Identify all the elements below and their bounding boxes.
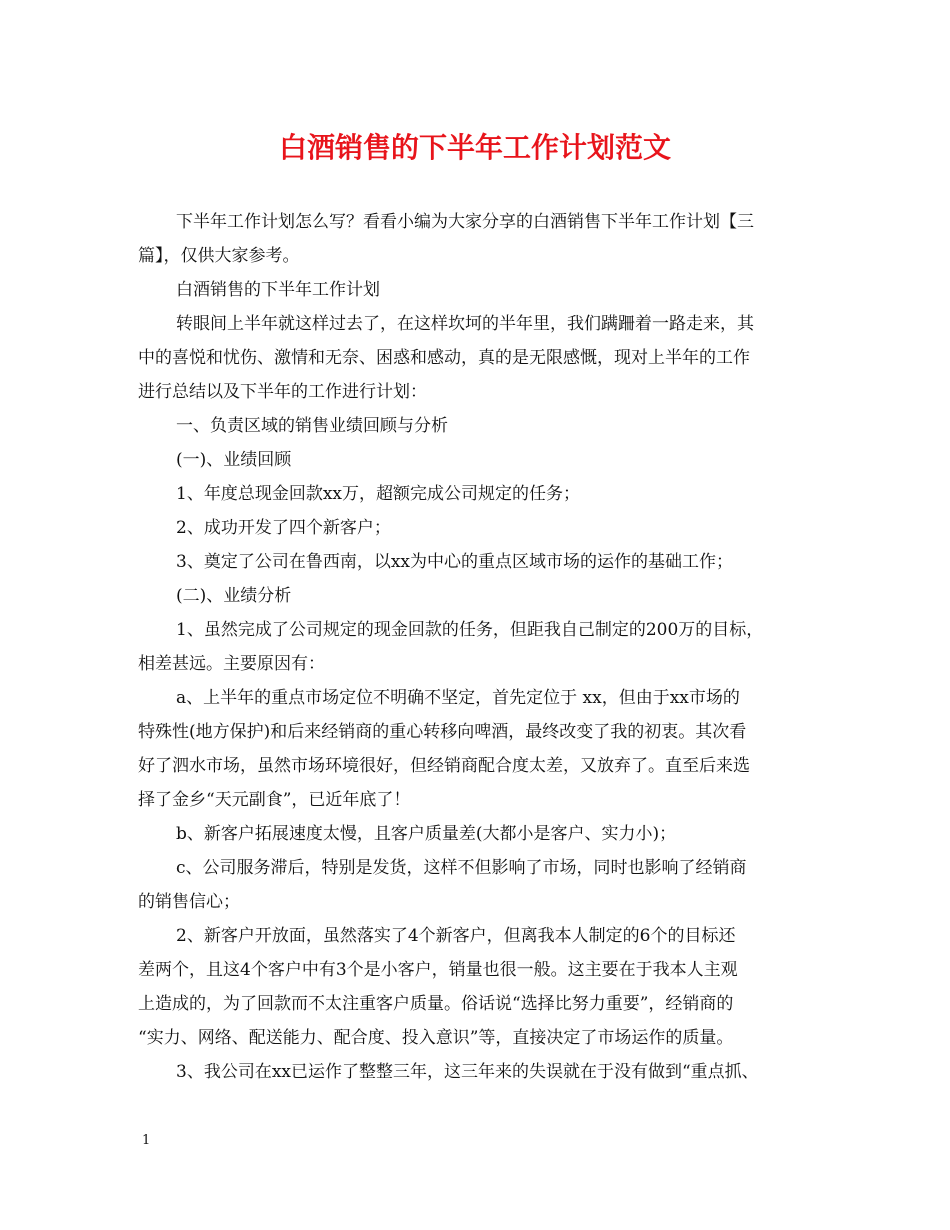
paragraph-line: 2、成功开发了四个新客户； xyxy=(176,518,391,538)
paragraph-line: 1、年度总现金回款xx万，超额完成公司规定的任务； xyxy=(176,484,580,504)
paragraph-line: (一)、业绩回顾 xyxy=(176,450,292,470)
paragraph-line: 3、我公司在xx已运作了整整三年，这三年来的失误就在于没有做到“重点抓、 xyxy=(176,1062,759,1082)
document-body xyxy=(138,205,813,1089)
paragraph-line: (二)、业绩分析 xyxy=(176,586,292,606)
paragraph-line: 差两个，且这4个客户中有3个是小客户，销量也很一般。这主要在于我本人主观 xyxy=(138,960,738,980)
paragraph-line: 特殊性(地方保护)和后来经销商的重心转移向啤酒，最终改变了我的初衷。其次看 xyxy=(138,722,747,742)
paragraph-line: “实力、网络、配送能力、配合度、投入意识”等，直接决定了市场运作的质量。 xyxy=(138,1028,734,1048)
paragraph-line: 上造成的，为了回款而不太注重客户质量。俗话说“选择比努力重要”，经销商的 xyxy=(138,994,734,1014)
paragraph-line: b、新客户拓展速度太慢，且客户质量差(大都小是客户、实力小)； xyxy=(176,824,677,844)
paragraph-line: 好了泗水市场，虽然市场环境很好，但经销商配合度太差，又放弃了。直至后来选 xyxy=(138,756,750,776)
paragraph-line: 相差甚远。主要原因有： xyxy=(138,654,325,674)
paragraph-line: 一、负责区域的销售业绩回顾与分析 xyxy=(176,416,448,436)
paragraph-line: 1、虽然完成了公司规定的现金回款的任务，但距我自己制定的200万的目标， xyxy=(176,620,764,640)
paragraph-line: 的销售信心； xyxy=(138,892,240,912)
paragraph-line: 篇】，仅供大家参考。 xyxy=(138,246,300,266)
paragraph-line: 白酒销售的下半年工作计划 xyxy=(176,280,380,300)
paragraph-line: 3、奠定了公司在鲁西南，以xx为中心的重点区域市场的运作的基础工作； xyxy=(176,552,733,572)
paragraph-line: 2、新客户开放面，虽然落实了4个新客户，但离我本人制定的6个的目标还 xyxy=(176,926,736,946)
page-number: 1 xyxy=(142,1133,151,1148)
document-title: 白酒销售的下半年工作计划范文 xyxy=(278,131,671,164)
paragraph-line: 转眼间上半年就这样过去了，在这样坎坷的半年里，我们蹒跚着一路走来，其 xyxy=(176,314,754,334)
paragraph-line: 下半年工作计划怎么写？看看小编为大家分享的白酒销售下半年工作计划【三 xyxy=(176,212,754,232)
paragraph-line: c、公司服务滞后，特别是发货，这样不但影响了市场，同时也影响了经销商 xyxy=(176,858,747,878)
paragraph-line: a、上半年的重点市场定位不明确不坚定，首先定位于 xx，但由于xx市场的 xyxy=(176,688,740,708)
paragraph-line: 进行总结以及下半年的工作进行计划： xyxy=(138,382,427,402)
paragraph-line: 择了金乡“天元副食”，已近年底了！ xyxy=(138,790,411,810)
paragraph-line: 中的喜悦和忧伤、激情和无奈、困惑和感动，真的是无限感慨，现对上半年的工作 xyxy=(138,348,750,368)
